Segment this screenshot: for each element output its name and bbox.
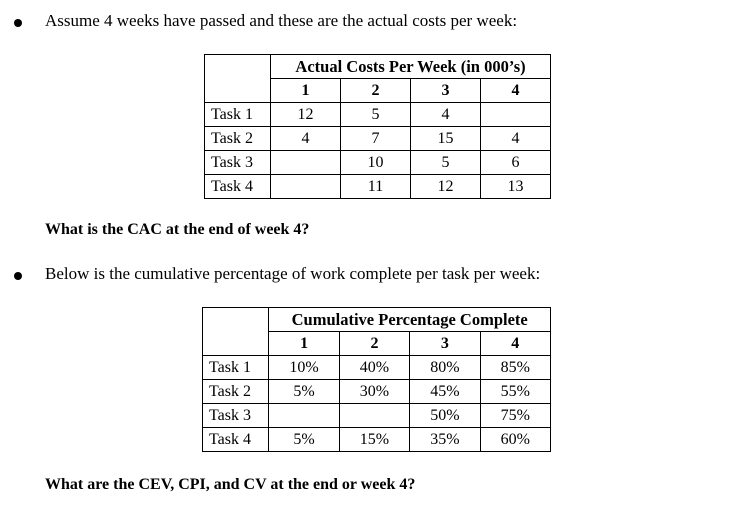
table-row (203, 380, 551, 404)
table-cell (271, 175, 341, 199)
table-row (203, 428, 551, 452)
table-corner (203, 308, 269, 332)
table-cell: 85% (480, 356, 550, 380)
table-cell (339, 404, 409, 428)
row-label: Task 2 (203, 380, 269, 404)
table-title: Actual Costs Per Week (in 000’s) (271, 55, 551, 79)
table-cell: 35% (410, 428, 480, 452)
row-label: Task 1 (203, 356, 269, 380)
table-row (203, 404, 551, 428)
table-row (203, 356, 551, 380)
table-cell: 45% (410, 380, 480, 404)
table-cell: 15% (339, 428, 409, 452)
table-cell (481, 103, 551, 127)
table-cell: 10 (341, 151, 411, 175)
column-header: 1 (269, 332, 339, 356)
table-cell: 4 (481, 127, 551, 151)
table-cell: 11 (341, 175, 411, 199)
table-corner (203, 332, 269, 356)
table-cell: 4 (411, 103, 481, 127)
table-corner (205, 55, 271, 79)
table-cell: 5 (411, 151, 481, 175)
section1-intro: Assume 4 weeks have passed and these are the actual costs per week: (45, 11, 518, 30)
table-cell: 5 (341, 103, 411, 127)
table-cell: 60% (480, 428, 550, 452)
table-cell: 12 (271, 103, 341, 127)
row-label: Task 4 (205, 175, 271, 199)
table-row (205, 127, 551, 151)
bullet-1 (14, 19, 22, 27)
table-cell: 75% (480, 404, 550, 428)
column-header: 3 (411, 79, 481, 103)
column-header: 2 (341, 79, 411, 103)
cumulative-percentage-table (202, 307, 551, 452)
section2-question: What are the CEV, CPI, and CV at the end or week 4? (45, 476, 416, 493)
table-cell (271, 151, 341, 175)
table-row (205, 103, 551, 127)
actual-costs-table (204, 54, 551, 199)
table-corner (205, 79, 271, 103)
column-header: 4 (480, 332, 550, 356)
table-title: Cumulative Percentage Complete (269, 308, 551, 332)
column-header: 1 (271, 79, 341, 103)
section1-question: What is the CAC at the end of week 4? (45, 221, 310, 238)
table-cell: 13 (481, 175, 551, 199)
row-label: Task 2 (205, 127, 271, 151)
column-header: 2 (339, 332, 409, 356)
table-cell: 10% (269, 356, 339, 380)
table-row (205, 175, 551, 199)
section2-intro: Below is the cumulative percentage of work complete per task per week: (45, 264, 541, 283)
table-cell: 12 (411, 175, 481, 199)
table-cell: 55% (480, 380, 550, 404)
row-label: Task 3 (205, 151, 271, 175)
column-header: 4 (481, 79, 551, 103)
bullet-2 (14, 272, 22, 280)
row-label: Task 1 (205, 103, 271, 127)
column-header: 3 (410, 332, 480, 356)
table-row (205, 151, 551, 175)
table-cell: 6 (481, 151, 551, 175)
table-cell: 40% (339, 356, 409, 380)
row-label: Task 4 (203, 428, 269, 452)
row-label: Task 3 (203, 404, 269, 428)
table-cell: 5% (269, 380, 339, 404)
table-cell: 7 (341, 127, 411, 151)
table-cell: 80% (410, 356, 480, 380)
table-cell (269, 404, 339, 428)
table-cell: 50% (410, 404, 480, 428)
table-cell: 30% (339, 380, 409, 404)
table-cell: 5% (269, 428, 339, 452)
table-cell: 4 (271, 127, 341, 151)
table-cell: 15 (411, 127, 481, 151)
